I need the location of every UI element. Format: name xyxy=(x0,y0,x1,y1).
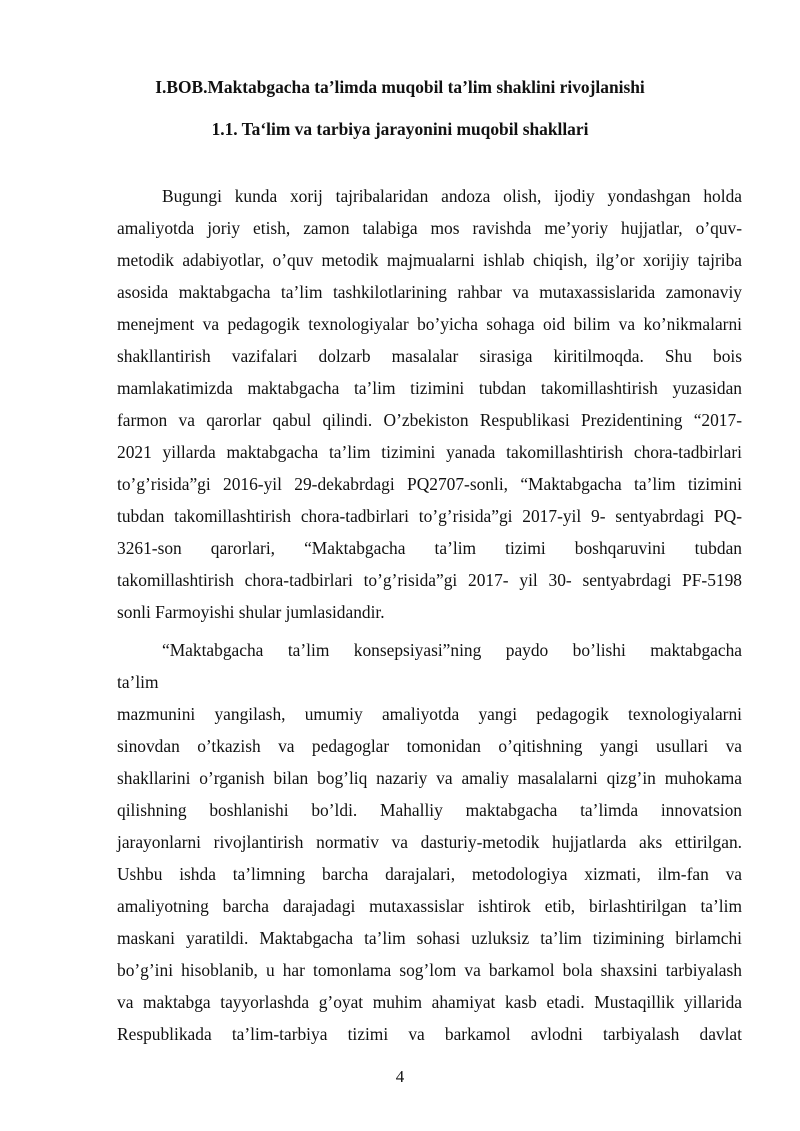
body-line: sonli Farmoyishi shular jumlasidandir. xyxy=(117,602,385,622)
body-line: menejment va pedagogik texnologiyalar bo’yicha sohaga oid bilim va ko’nikmalarni xyxy=(117,314,742,334)
body-line: tubdan takomillashtirish chora-tadbirlari to’g’risida”gi 2017-yil 9- sentyabrdagi PQ- xyxy=(117,506,742,526)
body-line: takomillashtirish chora-tadbirlari to’g’risida”gi 2017- yil 30- sentyabrdagi PF-5198 xyxy=(117,570,742,590)
body-line: jarayonlarni rivojlantirish normativ va dasturiy-metodik hujjatlarda aks ettirilgan. xyxy=(117,832,742,852)
body-line: sinovdan o’tkazish va pedagoglar tomonidan o’qitishning yangi usullari va xyxy=(117,736,742,756)
body-line: Respublikada ta’lim-tarbiya tizimi va barkamol avlodni tarbiyalash davlat xyxy=(117,1024,742,1044)
body-line: ta’lim xyxy=(117,672,159,692)
body-line: shakllarini o’rganish bilan bog’liq nazariy va amaliy masalalarni qizg’in muhokama xyxy=(117,768,742,788)
body-line: “Maktabgacha ta’lim konsepsiyasi”ning paydo bo’lishi maktabgacha xyxy=(162,640,742,660)
body-line: qilishning boshlanishi bo’ldi. Mahalliy maktabgacha ta’limda innovatsion xyxy=(117,800,742,820)
body-line: farmon va qarorlar qabul qilindi. O’zbekiston Respublikasi Prezidentining “2017- xyxy=(117,410,742,430)
body-line: mazmunini yangilash, umumiy amaliyotda yangi pedagogik texnologiyalarni xyxy=(117,704,742,724)
chapter-title: I.BOB.Maktabgacha ta’limda muqobil ta’lim shaklini rivojlanishi xyxy=(155,77,645,97)
body-line: asosida maktabgacha ta’lim tashkilotlarining rahbar va mutaxassislarida zamonaviy xyxy=(117,282,742,302)
body-line: maskani yaratildi. Maktabgacha ta’lim sohasi uzluksiz ta’lim tizimining birlamchi xyxy=(117,928,742,948)
body-line: 2021 yillarda maktabgacha ta’lim tizimini yanada takomillashtirish chora-tadbirlari xyxy=(117,442,742,462)
body-line: amaliyotda joriy etish, zamon talabiga mos ravishda me’yoriy hujjatlar, o’quv- xyxy=(117,218,742,238)
body-line: shakllantirish vazifalari dolzarb masalalar sirasiga kiritilmoqda. Shu bois xyxy=(117,346,742,366)
body-line: Bugungi kunda xorij tajribalaridan andoza olish, ijodiy yondashgan holda xyxy=(162,186,742,206)
body-line: metodik adabiyotlar, o’quv metodik majmualarni ishlab chiqish, ilg’or xorijiy tajriba xyxy=(117,250,742,270)
body-line: 3261-son qarorlari, “Maktabgacha ta’lim tizimi boshqaruvini tubdan xyxy=(117,538,742,558)
body-line: va maktabga tayyorlashda g’oyat muhim ahamiyat kasb etadi. Mustaqillik yillarida xyxy=(117,992,742,1012)
body-line: amaliyotning barcha darajadagi mutaxassislar ishtirok etib, birlashtirilgan ta’lim xyxy=(117,896,742,916)
section-title: 1.1. Ta‘lim va tarbiya jarayonini muqobil shakllari xyxy=(211,119,589,139)
body-line: bo’g’ini hisoblanib, u har tomonlama sog’lom va barkamol bola shaxsini tarbiyalash xyxy=(117,960,742,980)
page-number: 4 xyxy=(395,1067,405,1086)
body-line: to’g’risida”gi 2016-yil 29-dekabrdagi PQ2707-sonli, “Maktabgacha ta’lim tizimini xyxy=(117,474,742,494)
body-line: Ushbu ishda ta’limning barcha darajalari, metodologiya xizmati, ilm-fan va xyxy=(117,864,742,884)
body-line: mamlakatimizda maktabgacha ta’lim tizimini tubdan takomillashtirish yuzasidan xyxy=(117,378,742,398)
